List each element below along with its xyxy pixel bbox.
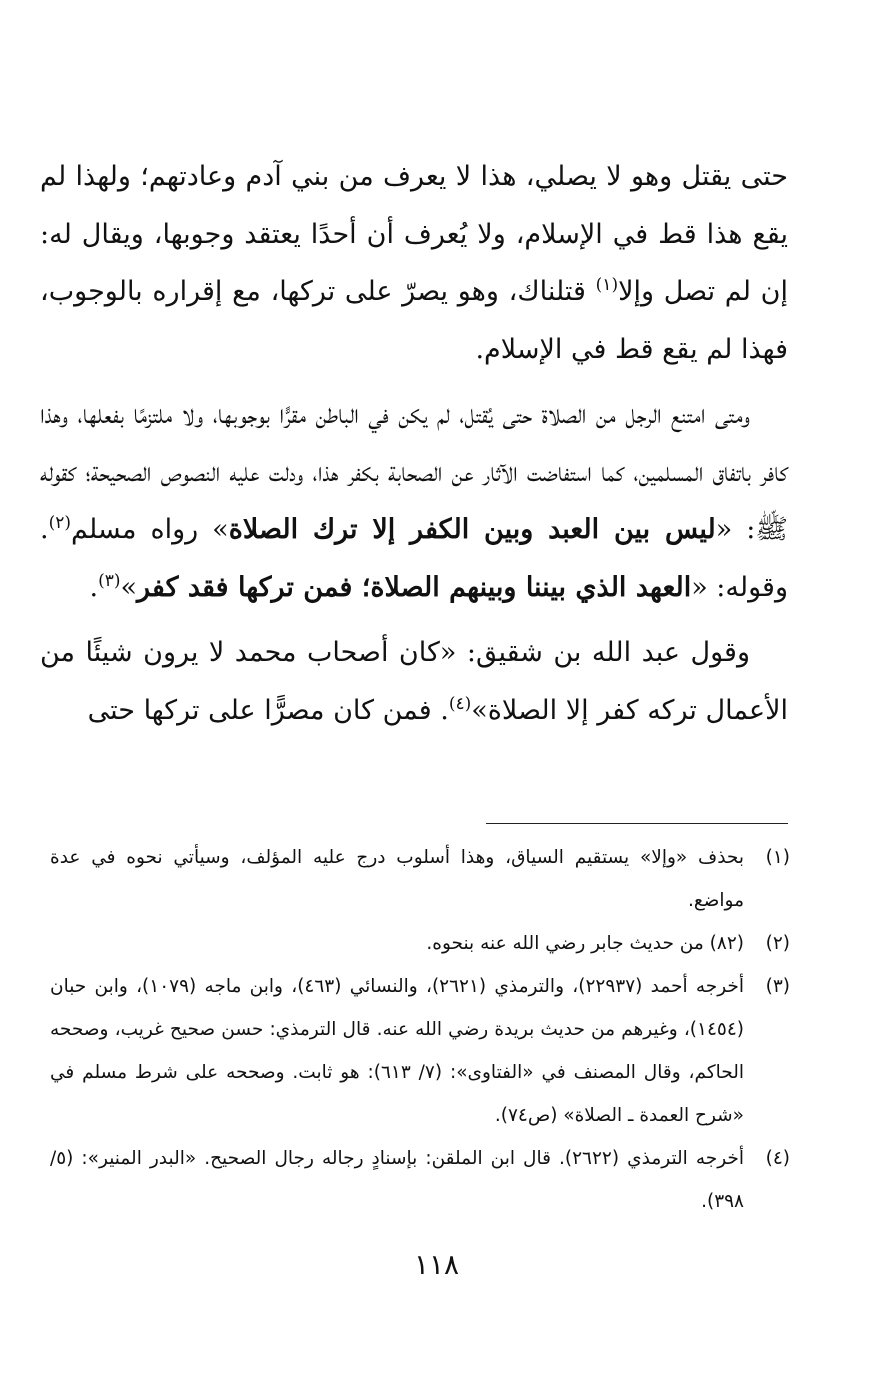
footnote-3 xyxy=(50,965,790,1137)
footnote-number: (٢) xyxy=(765,933,790,954)
footnote-separator xyxy=(486,823,788,824)
paragraph-3 xyxy=(40,624,788,739)
footnote-4 xyxy=(50,1137,790,1223)
footnote-ref-4: (٤) xyxy=(448,693,472,714)
paragraph-3-text: وقول عبد الله بن شقيق: «كان أصحاب محمد لا يرون شيئًا من الأعمال تركه كفر إلا الصلاة» xyxy=(40,637,788,726)
main-text xyxy=(40,148,788,739)
paragraph-3-text-b: . فمن كان مصرًّا على تركها حتى xyxy=(87,694,449,726)
footnote-2 xyxy=(50,922,790,965)
footnote-text: (٨٢) من حديث جابر رضي الله عنه بنحوه. xyxy=(426,933,744,954)
footnote-text: أخرجه الترمذي (٢٦٢٢). قال ابن الملقن: بإسنادٍ رجاله رجال الصحيح. «البدر المنير»: (٥/ ٣٩٨). xyxy=(50,1148,744,1212)
paragraph-2-text-b: » رواه مسلم xyxy=(71,514,229,545)
hadith-quote-2: العهد الذي بيننا وبينهم الصلاة؛ فمن تركها فقد كفر xyxy=(137,571,692,603)
paragraph-1-text-rest: قتلناك، وهو يصرّ على تركها، مع إقراره بالوجوب، فهذا لم يقع قط في الإسلام. xyxy=(40,276,788,365)
paragraph-1 xyxy=(40,148,788,378)
footnote-ref-2: (٢) xyxy=(48,513,72,533)
footnote-ref-3: (٣) xyxy=(98,570,121,591)
footnote-ref-1: (١) xyxy=(595,275,619,295)
footnote-text: بحذف «وإلا» يستقيم السياق، وهذا أسلوب درج عليه المؤلف، وسيأتي نحوه في عدة مواضع. xyxy=(50,847,744,911)
footnote-number: (٤) xyxy=(765,1148,790,1169)
paragraph-2-text-d: » xyxy=(120,571,138,603)
paragraph-2-text: ومتى امتنع الرجل من الصلاة حتى يُقتل، لم يكن في الباطن مقرًّا بوجوبها، ولا ملتزمًا بفعلها، وهذا كافر باتفاق المسلمين، كما استفاضت الآثار عن الصحابة بكفر هذا، ودلت عليه النصوص الصحيحة؛ كقوله ﷺ: « xyxy=(40,399,788,545)
paragraph-1-text: حتى يقتل وهو لا يصلي، هذا لا يعرف من بني آدم وعادتهم؛ ولهذا لم يقع هذا قط في الإسلام، ولا يُعرف أن أحدًا يعتقد وجوبها، ويقال له: إن لم تصل وإلا xyxy=(40,161,788,307)
hadith-quote-1: ليس بين العبد وبين الكفر إلا ترك الصلاة xyxy=(228,514,716,545)
footnotes xyxy=(50,836,790,1223)
paragraph-2-text-e: . xyxy=(89,571,99,603)
paragraph-2-text-c: . وقوله: « xyxy=(40,514,788,603)
footnote-number: (١) xyxy=(765,847,790,868)
footnote-number: (٣) xyxy=(765,976,790,997)
footnote-text: أخرجه أحمد (٢٢٩٣٧)، والترمذي (٢٦٢١)، والنسائي (٤٦٣)، وابن ماجه (١٠٧٩)، وابن حبان (١٤٥٤)، وغيرهم من حديث بريدة رضي الله عنه. قال الترمذي: حسن صحيح غريب، وصححه الحاكم، وقال المصنف في «الفتاوى»: (٧/ ٦١٣): هو ثابت. وصححه على شرط مسلم في «شرح العمدة ـ الصلاة» (ص٧٤). xyxy=(50,976,744,1126)
paragraph-2 xyxy=(40,386,788,616)
page-number: ١١٨ xyxy=(413,1248,460,1281)
footnote-1 xyxy=(50,836,790,922)
